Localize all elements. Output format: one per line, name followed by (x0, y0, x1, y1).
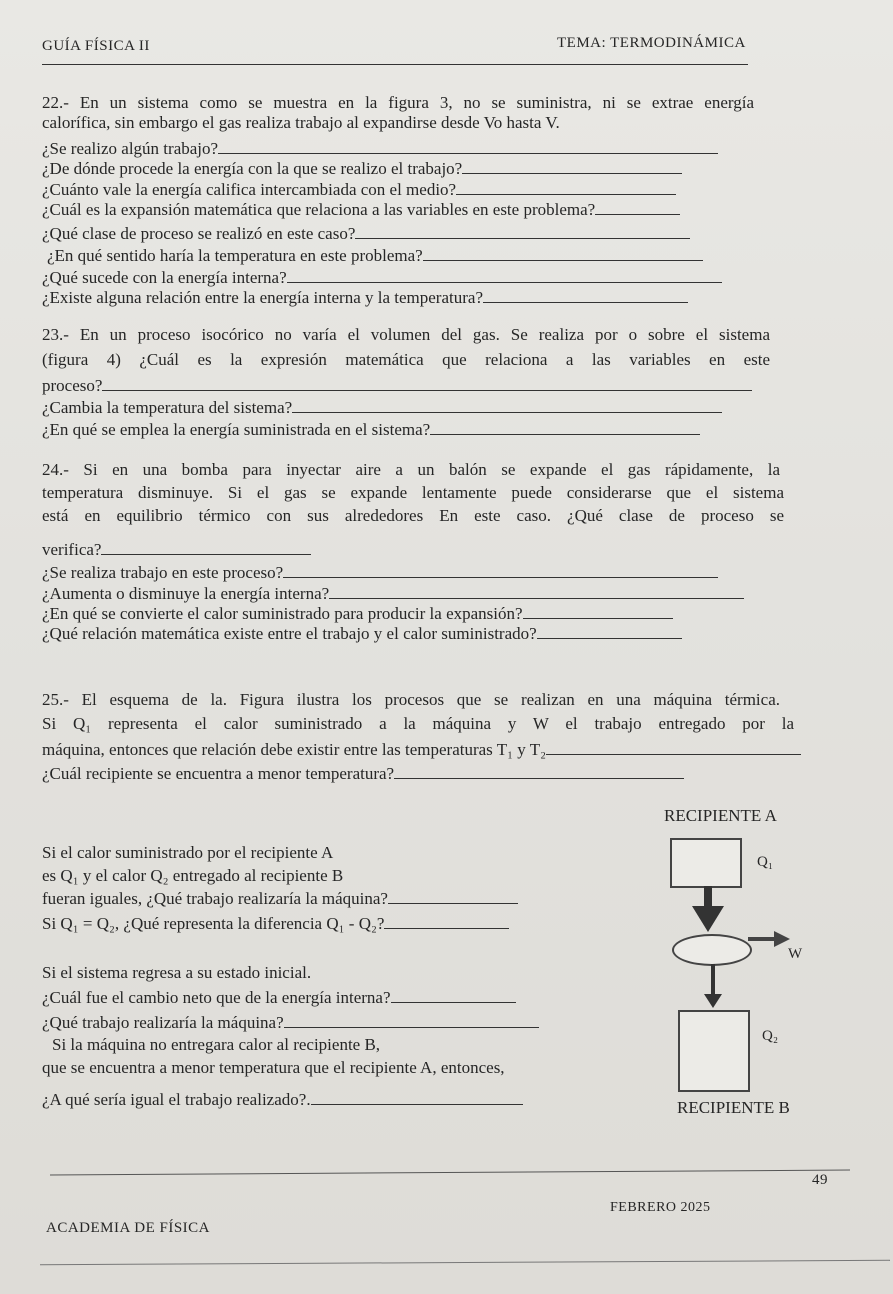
q1-label: Q₁ (757, 854, 774, 870)
recipient-a-box (670, 838, 742, 888)
q25-sub-line: Si el calor suministrado por el recipiente A (42, 843, 334, 862)
q22-question: ¿De dónde procede la energía con la que se realizo el trabajo? (42, 159, 682, 179)
q25-intro-line1: 25.- El esquema de la. Figura ilustra los procesos que se realizan en una máquina térmica. (42, 690, 780, 709)
recipient-b-box (678, 1010, 750, 1092)
q24-question: ¿Aumenta o disminuye la energía interna? (42, 584, 744, 604)
q25-sub-line: ¿Cuál fue el cambio neto que de la energía interna? (42, 988, 516, 1008)
footer-date: FEBRERO 2025 (610, 1200, 711, 1215)
header-left: GUÍA FÍSICA II (42, 38, 150, 54)
q24-question: ¿Se realiza trabajo en este proceso? (42, 563, 718, 583)
recipient-a-label: RECIPIENTE A (664, 806, 777, 825)
q25-sub-line: es Q₁ y el calor Q₂ entregado al recipiente B (42, 866, 344, 885)
header-right: TEMA: TERMODINÁMICA (557, 35, 746, 51)
q25-sub-line: ¿Qué trabajo realizaría la máquina? (42, 1013, 539, 1033)
page-number: 49 (812, 1172, 828, 1188)
bottom-edge-rule (40, 1260, 890, 1265)
header-rule (42, 64, 748, 65)
q25-sub-line: que se encuentra a menor temperatura que el recipiente A, entonces, (42, 1058, 505, 1077)
q23-intro-line2: (figura 4) ¿Cuál es la expresión matemática que relaciona a las variables en este (42, 350, 770, 369)
q25-sub-line: Si Q₁ = Q₂, ¿Qué representa la diferencia Q₁ - Q₂? (42, 914, 509, 934)
q25-intro-line2: Si Q₁ representa el calor suministrado a la máquina y W el trabajo entregado por la (42, 714, 794, 733)
work-label: W (788, 946, 803, 962)
engine-oval (672, 934, 752, 966)
q24-question: ¿Qué relación matemática existe entre el trabajo y el calor suministrado? (42, 624, 682, 644)
q23-question: ¿En qué se emplea la energía suministrada en el sistema? (42, 420, 700, 440)
q22-question: ¿Qué sucede con la energía interna? (42, 268, 722, 288)
arrow-down-icon (703, 964, 723, 1010)
q24-intro-line4: verifica? (42, 540, 311, 560)
q24-intro-line3: está en equilibrio térmico con sus alrededores En este caso. ¿Qué clase de proceso se (42, 506, 784, 525)
q22-question: ¿Se realizo algún trabajo? (42, 139, 718, 159)
q25-sub-line: fueran iguales, ¿Qué trabajo realizaría la máquina? (42, 889, 518, 909)
q25-sub-line: Si el sistema regresa a su estado inicial. (42, 963, 312, 982)
q25-sub-line: Si la máquina no entregara calor al recipiente B, (52, 1035, 381, 1054)
q23-intro-line1: 23.- En un proceso isocórico no varía el volumen del gas. Se realiza por o sobre el sistema (42, 325, 770, 344)
q22-intro-line2: calorífica, sin embargo el gas realiza trabajo al expandirse desde Vo hasta V. (42, 113, 560, 132)
q23-intro-line3: proceso? (42, 376, 752, 396)
q22-question: ¿Qué clase de proceso se realizó en este caso? (42, 224, 690, 244)
q2-label: Q₂ (762, 1028, 779, 1044)
q24-question: ¿En qué se convierte el calor suministrado para producir la expansión? (42, 604, 673, 624)
footer-rule (50, 1170, 850, 1176)
q24-intro-line2: temperatura disminuye. Si el gas se expande lentamente puede considerarse que el sistema (42, 483, 784, 502)
q22-question: ¿Cuál es la expansión matemática que relaciona a las variables en este problema? (42, 200, 680, 220)
q25-intro-line4: ¿Cuál recipiente se encuentra a menor temperatura? (42, 764, 684, 784)
q23-question: ¿Cambia la temperatura del sistema? (42, 398, 722, 418)
q25-intro-line3: máquina, entonces que relación debe existir entre las temperaturas T₁ y T₂ (42, 740, 801, 760)
arrow-right-icon (748, 930, 790, 948)
arrow-down-icon (692, 886, 724, 934)
q22-question: ¿En qué sentido haría la temperatura en este problema? (47, 246, 703, 266)
q25-sub-line: ¿A qué sería igual el trabajo realizado?. (42, 1090, 523, 1110)
footer-academy: ACADEMIA DE FÍSICA (46, 1220, 211, 1236)
q22-question: ¿Cuánto vale la energía califica intercambiada con el medio? (42, 180, 676, 200)
q24-intro-line1: 24.- Si en una bomba para inyectar aire a un balón se expande el gas rápidamente, la (42, 460, 780, 479)
q22-question: ¿Existe alguna relación entre la energía interna y la temperatura? (42, 288, 688, 308)
recipient-b-label: RECIPIENTE B (677, 1098, 790, 1117)
q22-intro-line1: 22.- En un sistema como se muestra en la figura 3, no se suministra, ni se extrae energía (42, 93, 754, 112)
